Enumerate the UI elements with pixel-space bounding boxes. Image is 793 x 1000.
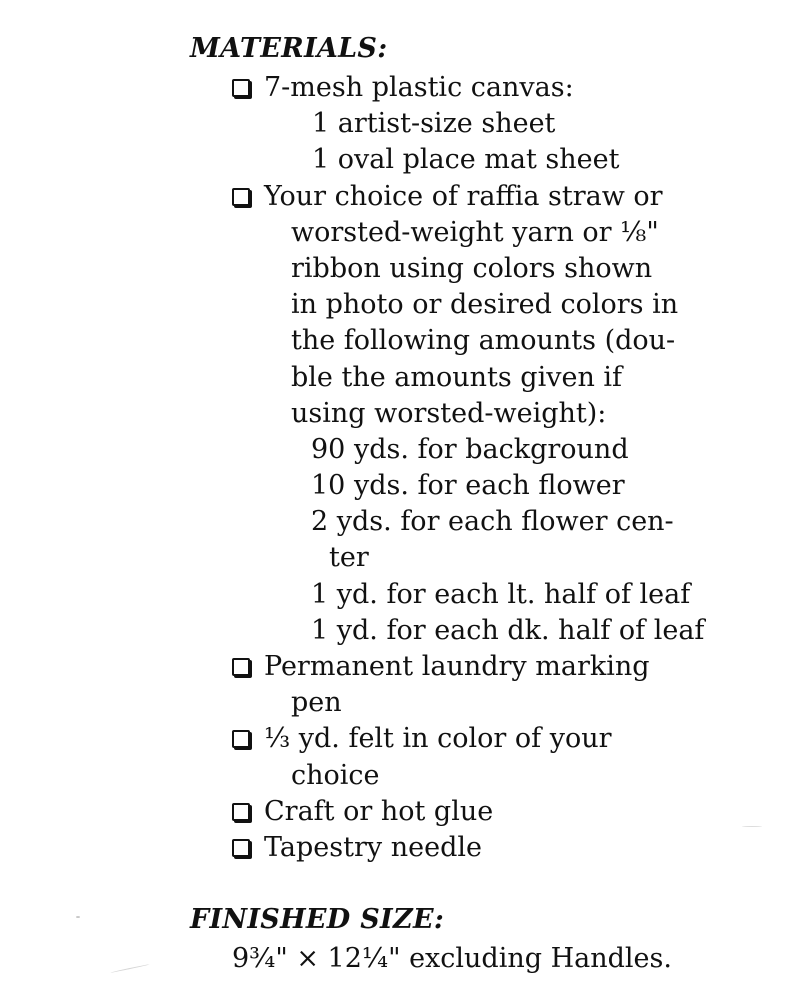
amount-item: 1 yd. for each dk. half of leaf xyxy=(311,614,705,646)
checkbox-icon[interactable] xyxy=(232,730,250,748)
checkbox-icon[interactable] xyxy=(232,79,250,97)
item-text-continued: ble the amounts given if xyxy=(291,361,623,393)
item-text-continued: in photo or desired colors in xyxy=(291,289,679,321)
checkbox-icon[interactable] xyxy=(232,188,250,206)
item-text-continued: pen xyxy=(291,687,342,719)
checkbox-icon[interactable] xyxy=(232,839,250,857)
item-text-continued: using worsted-weight): xyxy=(291,397,607,429)
amount-item: 2 yds. for each flower cen- xyxy=(311,506,674,538)
item-text: Your choice of raffia straw or xyxy=(264,180,663,212)
materials-heading: MATERIALS: xyxy=(190,33,388,64)
item-text: Permanent laundry marking xyxy=(264,651,650,682)
checkbox-icon[interactable] xyxy=(232,803,250,821)
amount-item: 90 yds. for background xyxy=(311,433,629,465)
checkbox-icon[interactable] xyxy=(232,658,250,676)
amount-item-continued: ter xyxy=(329,542,369,574)
materials-item-raffia xyxy=(232,179,732,649)
item-text-continued: the following amounts (dou- xyxy=(291,325,676,357)
finished-size-value: 9¾" × 12¼" excluding Handles. xyxy=(232,943,672,974)
materials-item-needle xyxy=(232,830,732,866)
sub-item: 1 oval place mat sheet xyxy=(312,144,620,176)
item-text: Tapestry needle xyxy=(264,831,482,863)
amount-item: 10 yds. for each flower xyxy=(311,470,625,502)
item-text: 7-mesh plastic canvas: xyxy=(264,72,574,103)
amount-item: 1 yd. for each lt. half of leaf xyxy=(311,578,691,610)
materials-item-felt xyxy=(232,721,732,793)
scan-speck xyxy=(76,916,80,918)
sub-item: 1 artist-size sheet xyxy=(312,108,556,140)
finished-size-heading: FINISHED SIZE: xyxy=(190,904,445,935)
materials-item-marker xyxy=(232,649,732,721)
scan-speck xyxy=(742,826,762,827)
item-text: ⅓ yd. felt in color of your xyxy=(264,723,612,755)
materials-list xyxy=(232,70,732,866)
item-text: Craft or hot glue xyxy=(264,795,494,827)
scan-speck xyxy=(110,964,149,973)
materials-item-glue xyxy=(232,794,732,830)
item-text-continued: choice xyxy=(291,759,380,791)
item-text-continued: worsted-weight yarn or ⅛" xyxy=(291,216,659,248)
item-text-continued: ribbon using colors shown xyxy=(291,252,653,284)
materials-item-canvas xyxy=(232,70,732,179)
